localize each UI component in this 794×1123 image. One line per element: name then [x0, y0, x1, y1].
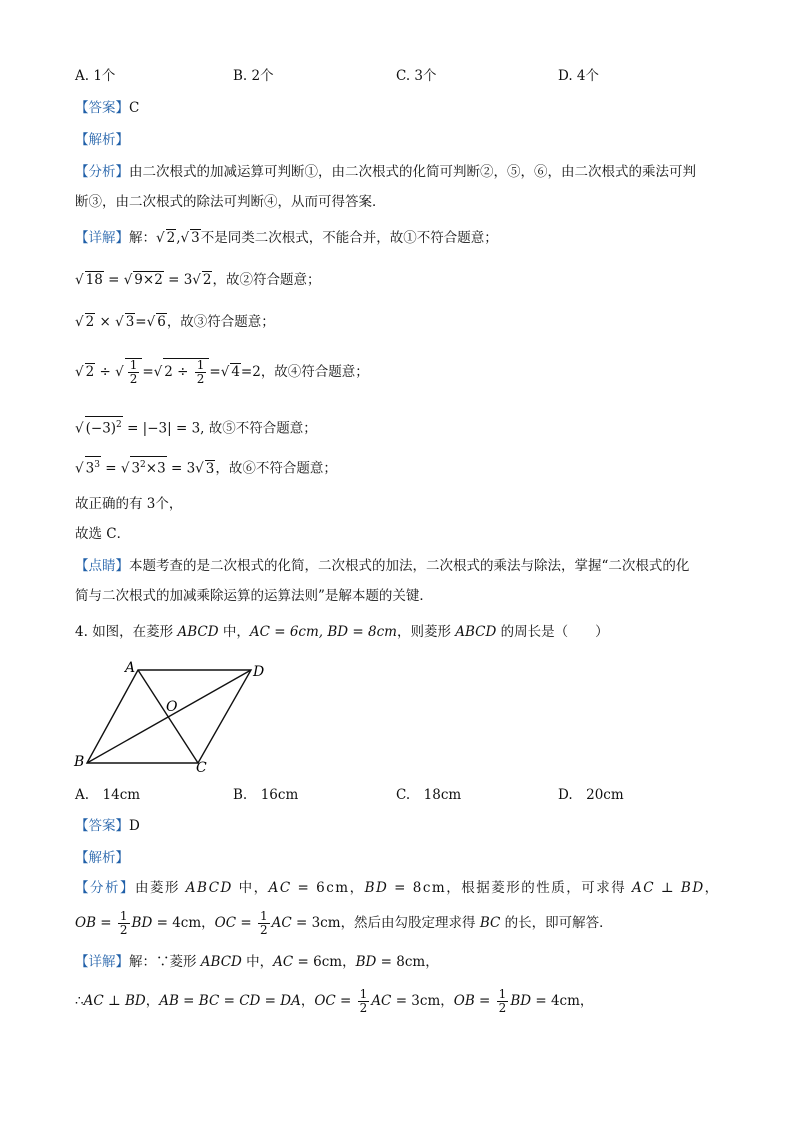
- q3-detail-line-3: √ 2 × √ 3=√ 6，故③符合题意；: [75, 314, 275, 330]
- label-a: A: [125, 660, 136, 676]
- q3-detail-line-1: 【详解】解：√ 2,√ 3不是同类二次根式，不能合并，故①不符合题意；: [75, 230, 498, 246]
- label-c: C: [196, 760, 207, 775]
- option-b: B. 2个: [233, 68, 274, 84]
- q3-detail-line-6: √ $3^3$ = √ $3^2\times 3 = 3√$ 3，故⑥不符合题意；: [75, 456, 337, 479]
- q4-option-c: C. 18cm: [396, 787, 462, 803]
- q3-conclusion-1: 故正确的有 3个，: [75, 496, 183, 512]
- q3-detail-line-2: √ 18 = √ 9×2 = 3√ 2，故②符合题意；: [75, 272, 321, 288]
- q4-answer: 【答案】D: [75, 818, 140, 834]
- q4-option-d: D. 20cm: [558, 787, 624, 803]
- q4-fenxi-line-1: 【分析】由菱形 ABCD 中，AC = 6cm，BD = 8cm，根据菱形的性质，可求得 AC ⊥ BD，: [75, 880, 720, 896]
- q3-analysis-heading: 【解析】: [75, 132, 129, 148]
- q4-detail-line-2: ∴AC ⊥ BD，AB = BC = CD = DA，OC = $\frac{1}{2}$ AC = 3cm，OB = $\frac{1}{2}$ BD = 4cm，: [75, 987, 594, 1015]
- label-b: B: [74, 754, 85, 770]
- q3-fenxi-line-1: 【分析】由二次根式的加减运算可判断①，由二次根式的化简可判断②，⑤，⑥，由二次根式的乘法可判: [75, 164, 696, 180]
- q3-fenxi-line-2: 断③，由二次根式的除法可判断④，从而可得答案．: [75, 194, 386, 210]
- option-d: D. 4个: [558, 68, 600, 84]
- label-o: O: [166, 699, 178, 715]
- q4-fenxi-line-2: OB = $\frac{1}{2}$ BD = 4cm，OC = $\frac{1}{2}$ AC = 3cm，然后由勾股定理求得 BC 的长，即可解答．: [75, 909, 613, 937]
- q3-answer: 【答案】C: [75, 100, 140, 116]
- diagonal-bd: [87, 670, 251, 763]
- q3-detail-line-5: √ $(-3)^2 = |-3| = 3$, 故⑤不符合题意；: [75, 416, 317, 439]
- q3-dianjing-line-2: 简与二次根式的加减乘除运算的运算法则”是解本题的关键．: [75, 588, 433, 604]
- rhombus-figure: [70, 660, 280, 775]
- label-d: D: [253, 664, 265, 680]
- q4-detail-line-1: 【详解】解：∵菱形 ABCD 中，AC = 6cm，BD = 8cm，: [75, 954, 439, 970]
- option-c: C. 3个: [396, 68, 437, 84]
- q4-option-a: A. 14cm: [75, 787, 141, 803]
- q4-analysis-heading: 【解析】: [75, 850, 129, 866]
- q3-conclusion-2: 故选 C．: [75, 526, 131, 542]
- q3-dianjing-line-1: 【点睛】本题考查的是二次根式的化简，二次根式的加法，二次根式的乘法与除法，掌握“二次根式的化: [75, 558, 690, 574]
- option-a: A. 1个: [75, 68, 116, 84]
- q3-detail-line-4: √ 2 ÷ √ $\frac{1}{2}$ =√ 2 ÷ $\frac{1}{2}$ =√ 4=2，故④符合题意；: [75, 358, 369, 386]
- q4-stem: 4. 如图，在菱形 ABCD 中，AC = 6cm, BD = 8cm，则菱形 ABCD 的周长是（ ）: [75, 624, 609, 640]
- q4-option-b: B. 16cm: [233, 787, 299, 803]
